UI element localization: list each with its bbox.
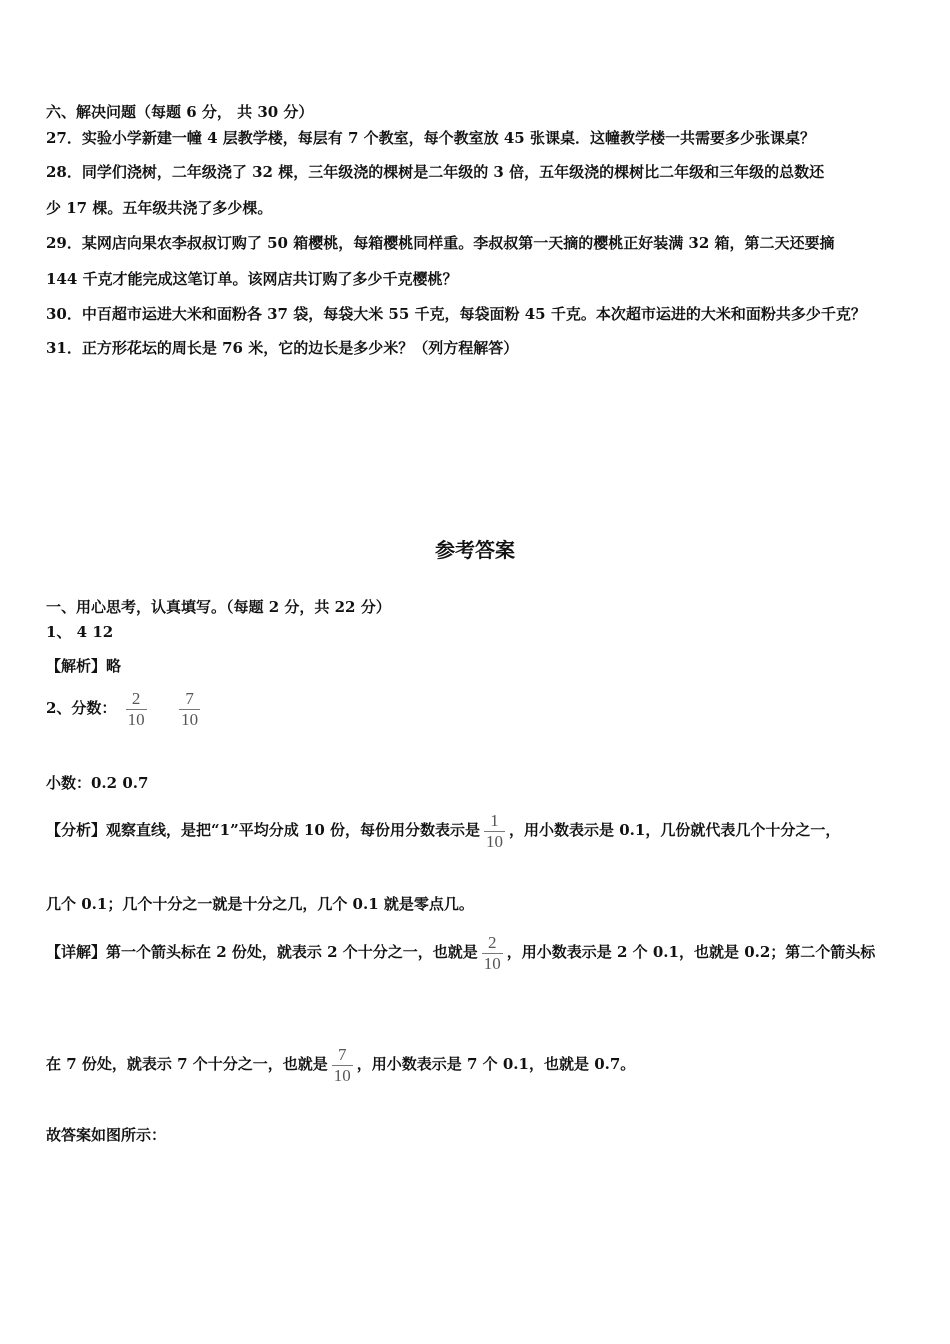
detail-line1 [46, 930, 875, 974]
fraction-numerator: 7 [185, 688, 194, 708]
analysis-line1 [46, 808, 840, 852]
question-28-line1: 28．同学们浇树，二年级浇了 32 棵，三年级浇的棵树是二年级的 3 倍，五年级浇的棵树比二年级和三年级的总数还 [46, 163, 825, 181]
detail-line2 [46, 1042, 635, 1086]
question-31: 31．正方形花坛的周长是 76 米，它的边长是多少米？（列方程解答） [46, 339, 519, 357]
analysis-text-a: 【分析】观察直线，是把“1”平均分成 10 份，每份用分数表示是 [46, 821, 481, 839]
analysis-text-b: ，用小数表示是 0.1，几份就代表几个十分之一， [509, 821, 841, 839]
fraction [484, 811, 505, 852]
detail-text-a: 【详解】第一个箭头标在 2 份处，就表示 2 个十分之一，也就是 [46, 943, 478, 961]
fraction [126, 689, 147, 730]
fraction-denominator: 10 [181, 709, 199, 729]
detail-text-b: ，用小数表示是 2 个 0.1，也就是 0.2；第二个箭头标 [506, 943, 876, 961]
fraction [179, 689, 200, 730]
question-27: 27．实验小学新建一幢 4 层教学楼，每层有 7 个教室，每个教室放 45 张课桌．这幢教学楼一共需要多少张课桌？ [46, 129, 815, 147]
answer-1-analysis: 【解析】略 [46, 657, 122, 675]
question-29-line2: 144 千克才能完成这笔订单。该网店共订购了多少千克樱桃？ [46, 270, 458, 288]
fraction-numerator: 1 [490, 810, 499, 830]
answer-2-decimal: 小数：0.2 0.7 [46, 774, 149, 792]
detail2-text-b: ，用小数表示是 7 个 0.1，也就是 0.7。 [356, 1055, 636, 1073]
question-30: 30．中百超市运进大米和面粉各 37 袋，每袋大米 55 千克，每袋面粉 45 千克。本次超市运进的大米和面粉共多少千克？ [46, 305, 866, 323]
question-29-line1: 29．某网店向果农李叔叔订购了 50 箱樱桃，每箱樱桃同样重。李叔叔第一天摘的樱桃正好装满 32 箱，第二天还要摘 [46, 234, 835, 252]
fraction [332, 1045, 353, 1086]
answer-section-heading: 一、用心思考，认真填写。（每题 2 分，共 22 分） [46, 598, 391, 616]
detail2-text-a: 在 7 份处，就表示 7 个十分之一，也就是 [46, 1055, 328, 1073]
fraction-denominator: 10 [483, 953, 501, 973]
fraction-numerator: 2 [131, 688, 141, 708]
conclusion: 故答案如图所示： [46, 1126, 167, 1144]
question-28-line2: 少 17 棵。五年级共浇了多少棵。 [46, 199, 273, 217]
fraction-denominator: 10 [333, 1065, 351, 1085]
fraction-numerator: 7 [338, 1044, 347, 1064]
fraction [482, 933, 503, 974]
analysis-line2: 几个 0.1；几个十分之一就是十分之几，几个 0.1 就是零点几。 [46, 895, 474, 913]
answer-2-fraction-line [46, 686, 204, 730]
fraction-denominator: 10 [486, 831, 504, 851]
answer-2-label: 2、分数： [46, 699, 117, 717]
answer-key-title: 参考答案 [435, 538, 515, 562]
fraction-numerator: 2 [488, 932, 497, 952]
fraction-denominator: 10 [127, 709, 145, 729]
section-heading: 六、解决问题（每题 6 分， 共 30 分） [46, 103, 314, 121]
answer-1: 1、 4 12 [46, 623, 114, 641]
